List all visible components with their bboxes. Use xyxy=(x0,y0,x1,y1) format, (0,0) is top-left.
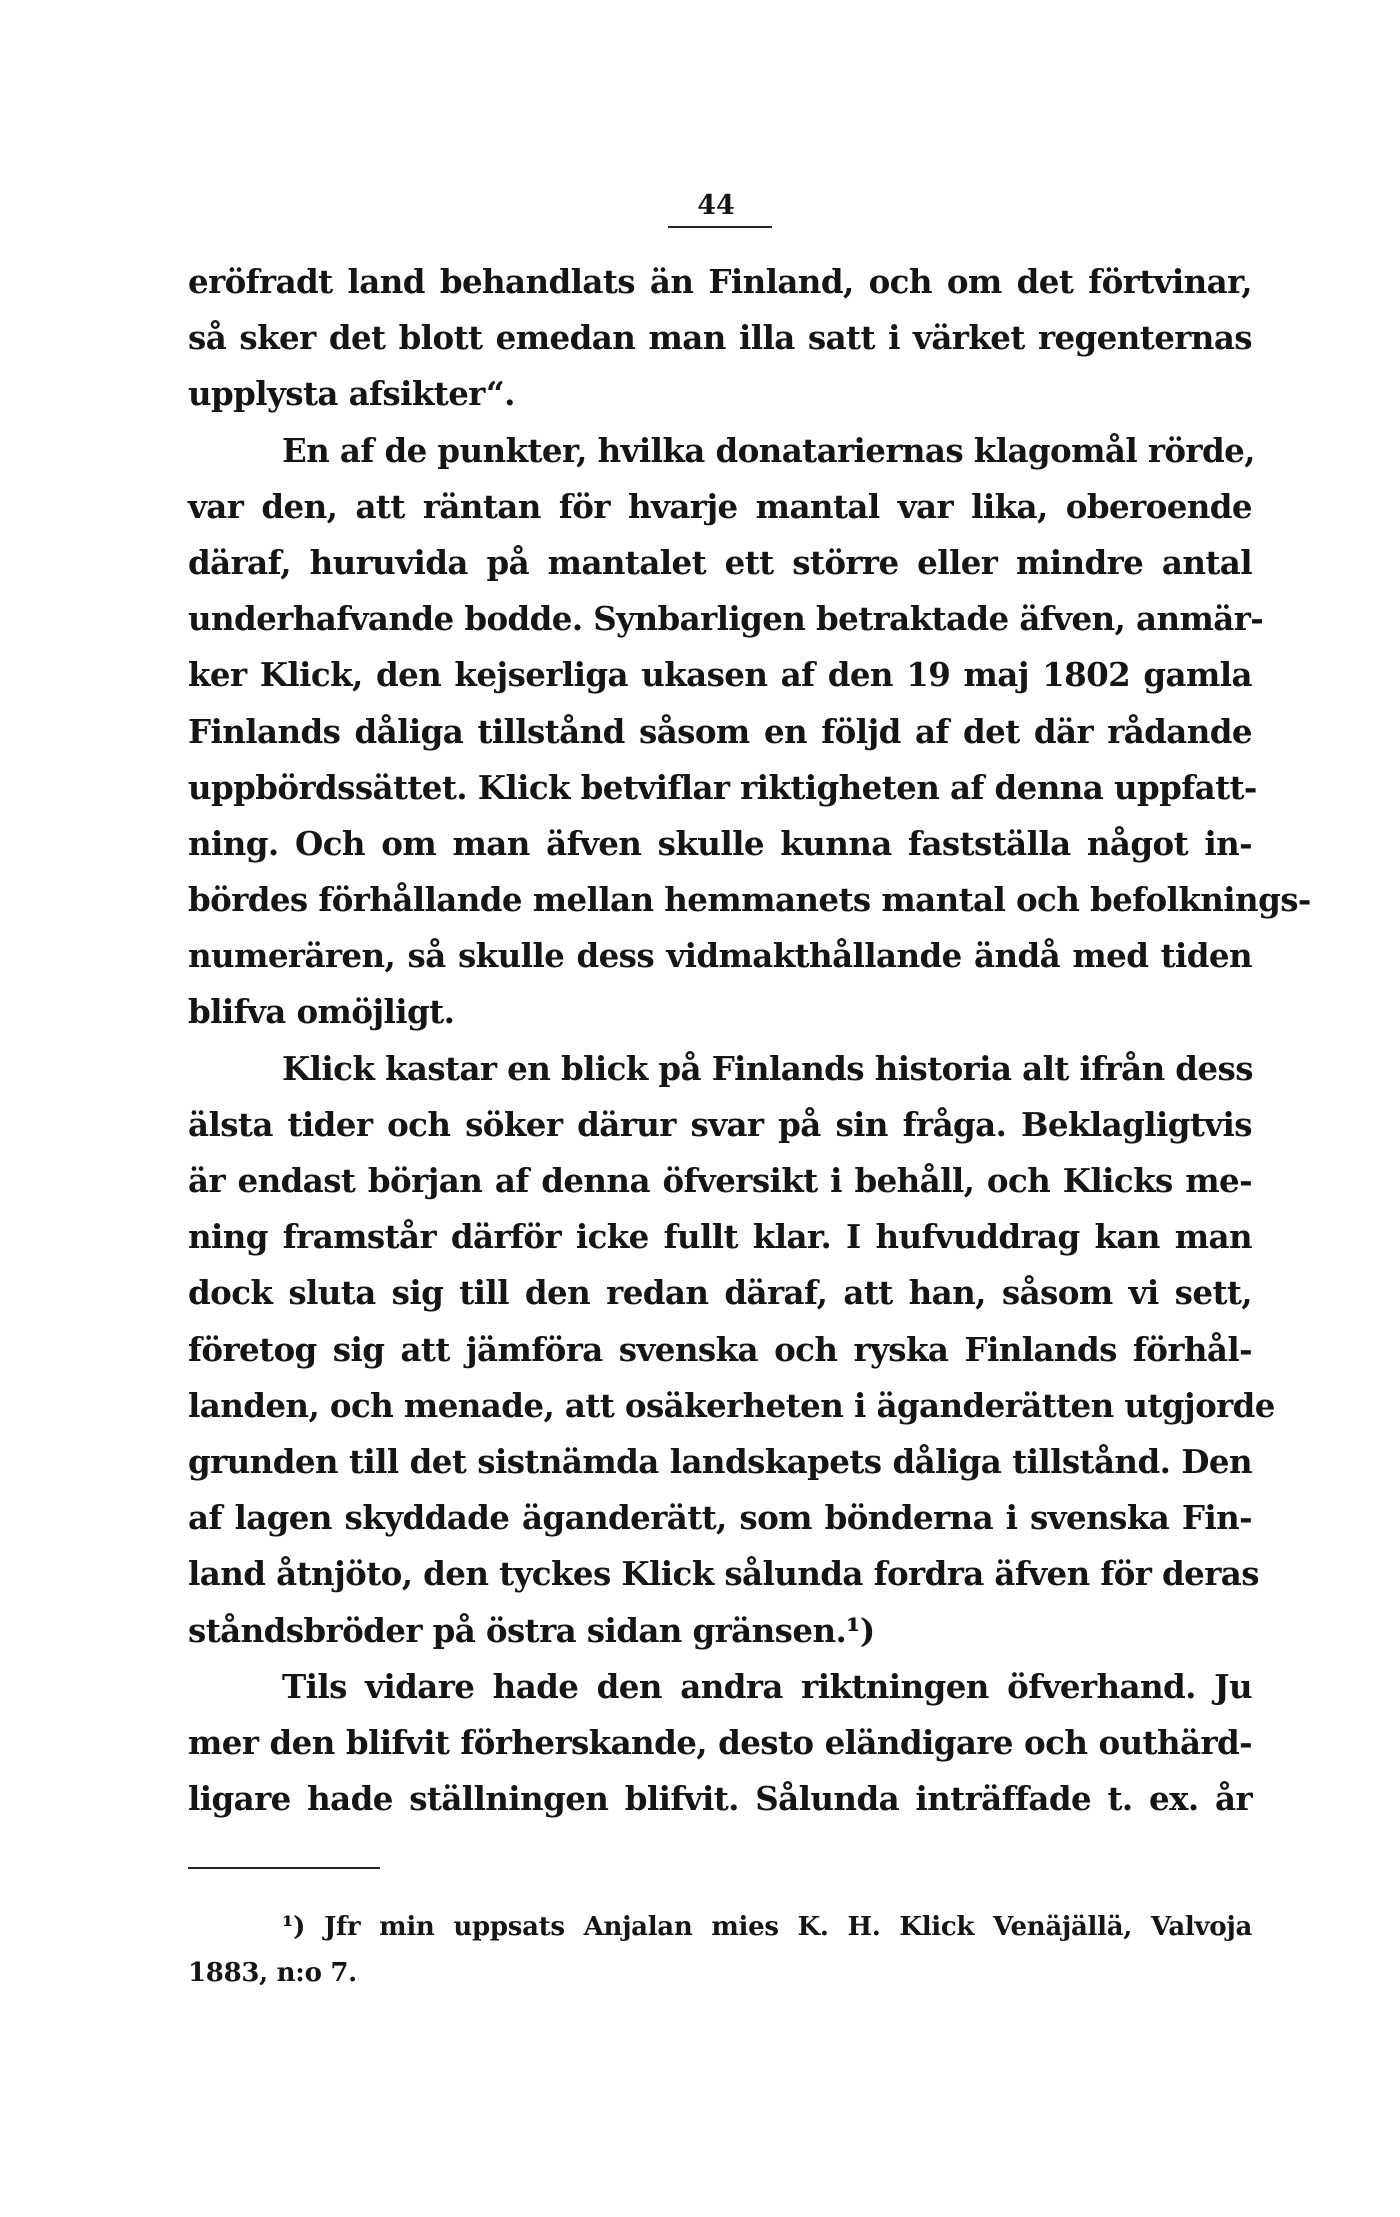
text-line: däraf, huruvida på mantalet ett större eller mindre antal xyxy=(188,542,1252,582)
text-line: företog sig att jämföra svenska och ryska Finlands förhål- xyxy=(188,1329,1252,1369)
text-line: grunden till det sistnämda landskapets dåliga tillstånd. Den xyxy=(188,1441,1252,1481)
text-line: är endast början af denna öfversikt i behåll, och Klicks me- xyxy=(188,1161,1252,1200)
text-line: Klick kastar en blick på Finlands historia alt ifrån dess xyxy=(282,1048,1253,1088)
text-line: var den, att räntan för hvarje mantal var lika, oberoende xyxy=(188,486,1252,526)
text-line: uppbördssättet. Klick betviflar riktigheten af denna uppfatt- xyxy=(188,767,1257,807)
text-line: landen, och menade, att osäkerheten i äganderätten utgjorde xyxy=(188,1385,1275,1425)
text-line: så sker det blott emedan man illa satt i värket regenternas xyxy=(188,318,1252,358)
text-line: älsta tider och söker därur svar på sin fråga. Beklagligtvis xyxy=(188,1104,1252,1144)
text-line: af lagen skyddade äganderätt, som bönderna i svenska Fin- xyxy=(188,1498,1252,1538)
page-number: 44 xyxy=(697,190,735,221)
text-line: dock sluta sig till den redan däraf, att han, såsom vi sett, xyxy=(188,1273,1252,1313)
body-text xyxy=(188,254,1311,1827)
text-line: En af de punkter, hvilka donatariernas klagomål rörde, xyxy=(282,430,1255,470)
text-line: mer den blifvit förherskande, desto eländigare och outhärd- xyxy=(188,1722,1252,1762)
text-line: eröfradt land behandlats än Finland, och om det förtvinar, xyxy=(188,262,1252,301)
text-line: upplysta afsikter“. xyxy=(188,374,515,414)
text-line: land åtnjöto, den tyckes Klick sålunda fordra äfven för deras xyxy=(188,1554,1259,1594)
footnote-line: 1883, n:o 7. xyxy=(188,1958,357,1988)
text-line: numerären, så skulle dess vidmakthållande ändå med tiden xyxy=(188,936,1252,976)
text-line: blifva omöjligt. xyxy=(188,992,455,1032)
page-number-rule xyxy=(668,226,772,228)
text-line: ning. Och om man äfven skulle kunna fastställa något in- xyxy=(188,823,1252,863)
text-line: Finlands dåliga tillstånd såsom en följd af det där rådande xyxy=(188,711,1252,751)
text-line: Tils vidare hade den andra riktningen öfverhand. Ju xyxy=(282,1666,1252,1706)
text-line: bördes förhållande mellan hemmanets mantal och befolknings- xyxy=(188,880,1311,920)
text-line: ligare hade ställningen blifvit. Sålunda inträffade t. ex. år xyxy=(188,1779,1252,1819)
footnote-rule xyxy=(188,1867,380,1869)
footnotes xyxy=(188,1904,1252,1996)
text-line: ning framstår därför icke fullt klar. I hufvuddrag kan man xyxy=(188,1217,1252,1257)
text-line: ker Klick, den kejserliga ukasen af den 19 maj 1802 gamla xyxy=(188,655,1252,695)
text-line: ståndsbröder på östra sidan gränsen.¹) xyxy=(188,1610,875,1650)
footnote-line: ¹) Jfr min uppsats Anjalan mies K. H. Klick Venäjällä, Valvoja xyxy=(282,1912,1252,1942)
text-line: underhafvande bodde. Synbarligen betraktade äfven, anmär- xyxy=(188,599,1264,639)
